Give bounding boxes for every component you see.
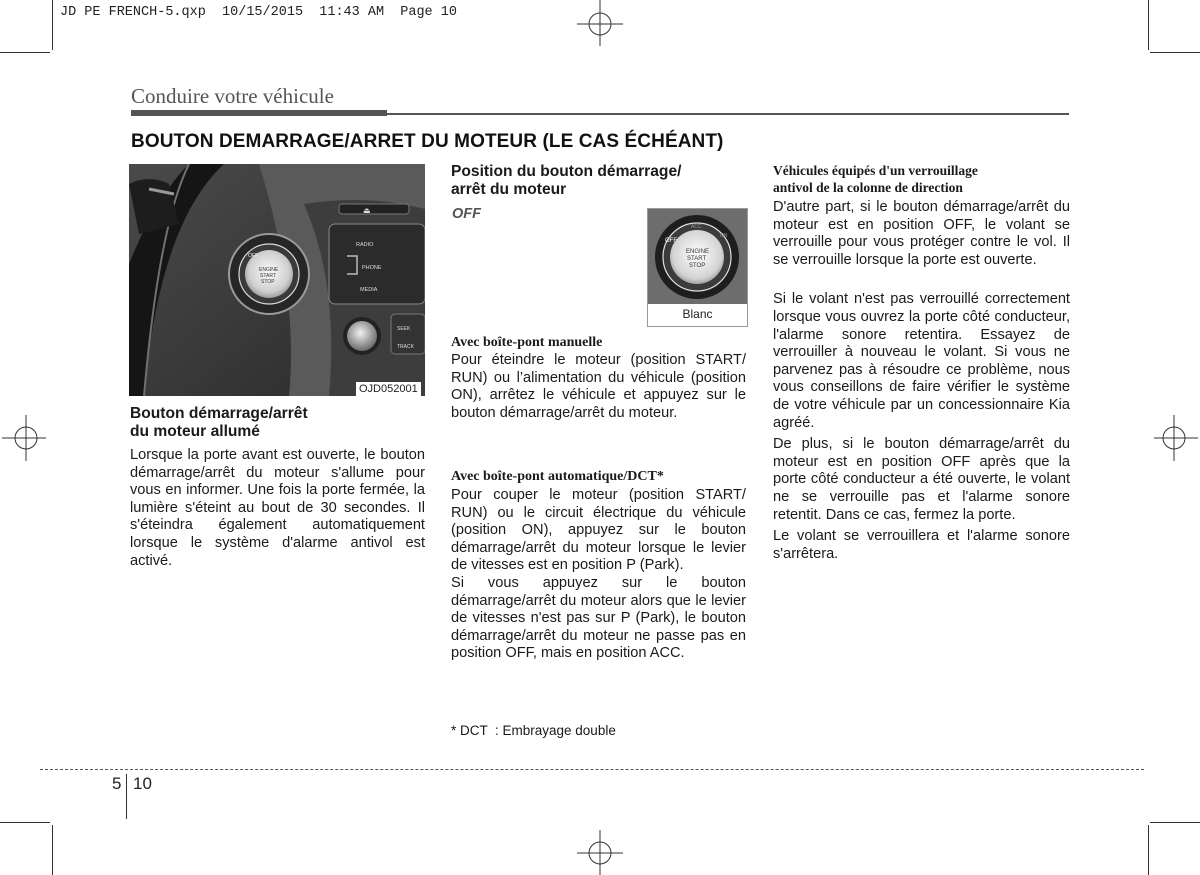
registration-mark-left — [0, 413, 48, 463]
button-image-box — [647, 208, 748, 327]
crop-mark — [52, 825, 53, 875]
print-slug: JD PE FRENCH-5.qxp 10/15/2015 11:43 AM Page 10 — [60, 5, 457, 20]
engine-label: ENGINE — [259, 267, 279, 273]
crop-mark — [0, 52, 50, 53]
registration-mark-top — [575, 0, 625, 50]
middle-heading-line2: arrêt du moteur — [451, 181, 567, 198]
auto-paragraph-2: Si vous appuyez sur le bouton démarrage/arrêt du moteur alors que le levier de vitesses n'est pas sur P (Park), le bouton démarrage/arrêt du moteur ne passe pas en position OFF, mais en position ACC. — [451, 574, 746, 662]
middle-heading-line1: Position du bouton démarrage/ — [451, 163, 682, 180]
right-paragraph-3: De plus, si le bouton démarrage/arrêt du moteur est en position OFF après que la porte côté conducteur a été ouverte, le volant ne se verrouille pas et l'alarme sonore retentit. Dans ce cas, fermez la porte. — [773, 436, 1070, 523]
svg-text:⏏: ⏏ — [363, 206, 371, 215]
ring-off-text: OFF — [665, 238, 677, 244]
phone-label: PHONE — [362, 265, 382, 271]
auto-heading: Avec boîte-pont automatique/DCT* — [451, 469, 664, 484]
page-number-divider — [126, 774, 127, 819]
left-heading — [130, 405, 426, 441]
right-heading-line2: antivol de la colonne de direction — [773, 180, 963, 195]
section-rule-thick — [131, 110, 387, 116]
seek-label: SEEK — [397, 326, 411, 332]
track-label: TRACK — [397, 344, 414, 350]
section-title: Conduire votre véhicule — [131, 84, 334, 108]
stop-label: STOP — [261, 279, 275, 285]
left-paragraph-block — [130, 447, 425, 570]
footer-rule — [40, 769, 1144, 770]
crop-mark — [1148, 0, 1149, 50]
right-paragraph-2: Si le volant n'est pas verrouillé correctement lorsque vous ouvrez la porte côté conducteur, l'alarme sonore retentira. Essayez de verrouiller à nouveau le volant. Si vous ne parvenez pas à résoudre ce problème, nous vous conseillons de faire vérifier le système de votre véhicule par un concessionnaire Kia agréé. — [773, 291, 1070, 431]
left-paragraph: Lorsque la porte avant est ouverte, le bouton démarrage/arrêt du moteur s'allume pour vous en informer. Une fois la porte fermée, la lumière s'éteint au bout de 30 secondes. Il s'éteindra également automatiquement lorsque le système d'alarme antivol est activé. — [130, 447, 425, 569]
right-paragraph-1: D'autre part, si le bouton démarrage/arrêt du moteur est en position OFF, le volant se verrouille pour vous protéger contre le vol. Il se verrouille lorsque la porte est ouverte. — [773, 199, 1070, 268]
radio-label: RADIO — [356, 242, 374, 248]
media-label: MEDIA — [360, 287, 378, 293]
page-heading: BOUTON DEMARRAGE/ARRET DU MOTEUR (LE CAS ÉCHÉANT) — [131, 131, 724, 152]
page-number: 10 — [133, 774, 152, 793]
manual-paragraph-block — [451, 352, 746, 422]
start-text: START — [687, 256, 707, 262]
engine-text: ENGINE — [686, 249, 710, 255]
left-heading-line2: du moteur allumé — [130, 423, 260, 440]
auto-paragraph-1: Pour couper le moteur (position START/ RUN) ou le circuit électrique du véhicule (position ON), appuyez sur le bouton démarrage/arrêt du moteur lorsque le levier de vitesses est en position P (Park). — [451, 487, 746, 574]
footnote: * DCT : Embrayage double — [451, 723, 616, 738]
right-paragraph-block — [773, 199, 1070, 563]
right-paragraph-4: Le volant se verrouillera et l'alarme sonore s'arrêtera. — [773, 528, 1070, 562]
crop-mark — [0, 822, 50, 823]
crop-mark — [1150, 822, 1200, 823]
registration-mark-bottom — [575, 828, 625, 875]
left-heading-line1: Bouton démarrage/arrêt — [130, 405, 308, 422]
crop-mark — [1148, 825, 1149, 875]
manual-paragraph: Pour éteindre le moteur (position START/ RUN) ou l’alimentation du véhicule (position ON), arrêtez le véhicule et appuyez sur le bouton démarrage/arrêt du moteur. — [451, 352, 746, 421]
ring-acc-text: ACC — [691, 224, 702, 230]
right-heading — [773, 162, 1069, 196]
right-heading-line1: Véhicules équipés d'un verrouillage — [773, 163, 978, 178]
auto-paragraph-block — [451, 487, 746, 663]
registration-mark-right — [1152, 413, 1200, 463]
manual-heading: Avec boîte-pont manuelle — [451, 335, 603, 350]
crop-mark — [52, 0, 53, 50]
stop-text: STOP — [689, 263, 706, 269]
dashboard-photo — [129, 164, 425, 396]
off-position-label: OFF — [452, 206, 481, 222]
ring-off-label: OFF — [248, 253, 258, 259]
image-caption: OJD052001 — [356, 382, 421, 396]
section-rule-thin — [387, 113, 1069, 115]
middle-heading — [451, 163, 741, 199]
ring-on-text: ON — [720, 233, 728, 239]
start-label: START — [260, 273, 276, 279]
crop-mark — [1150, 52, 1200, 53]
chapter-number: 5 — [112, 774, 122, 793]
button-image-caption: Blanc — [682, 307, 713, 321]
